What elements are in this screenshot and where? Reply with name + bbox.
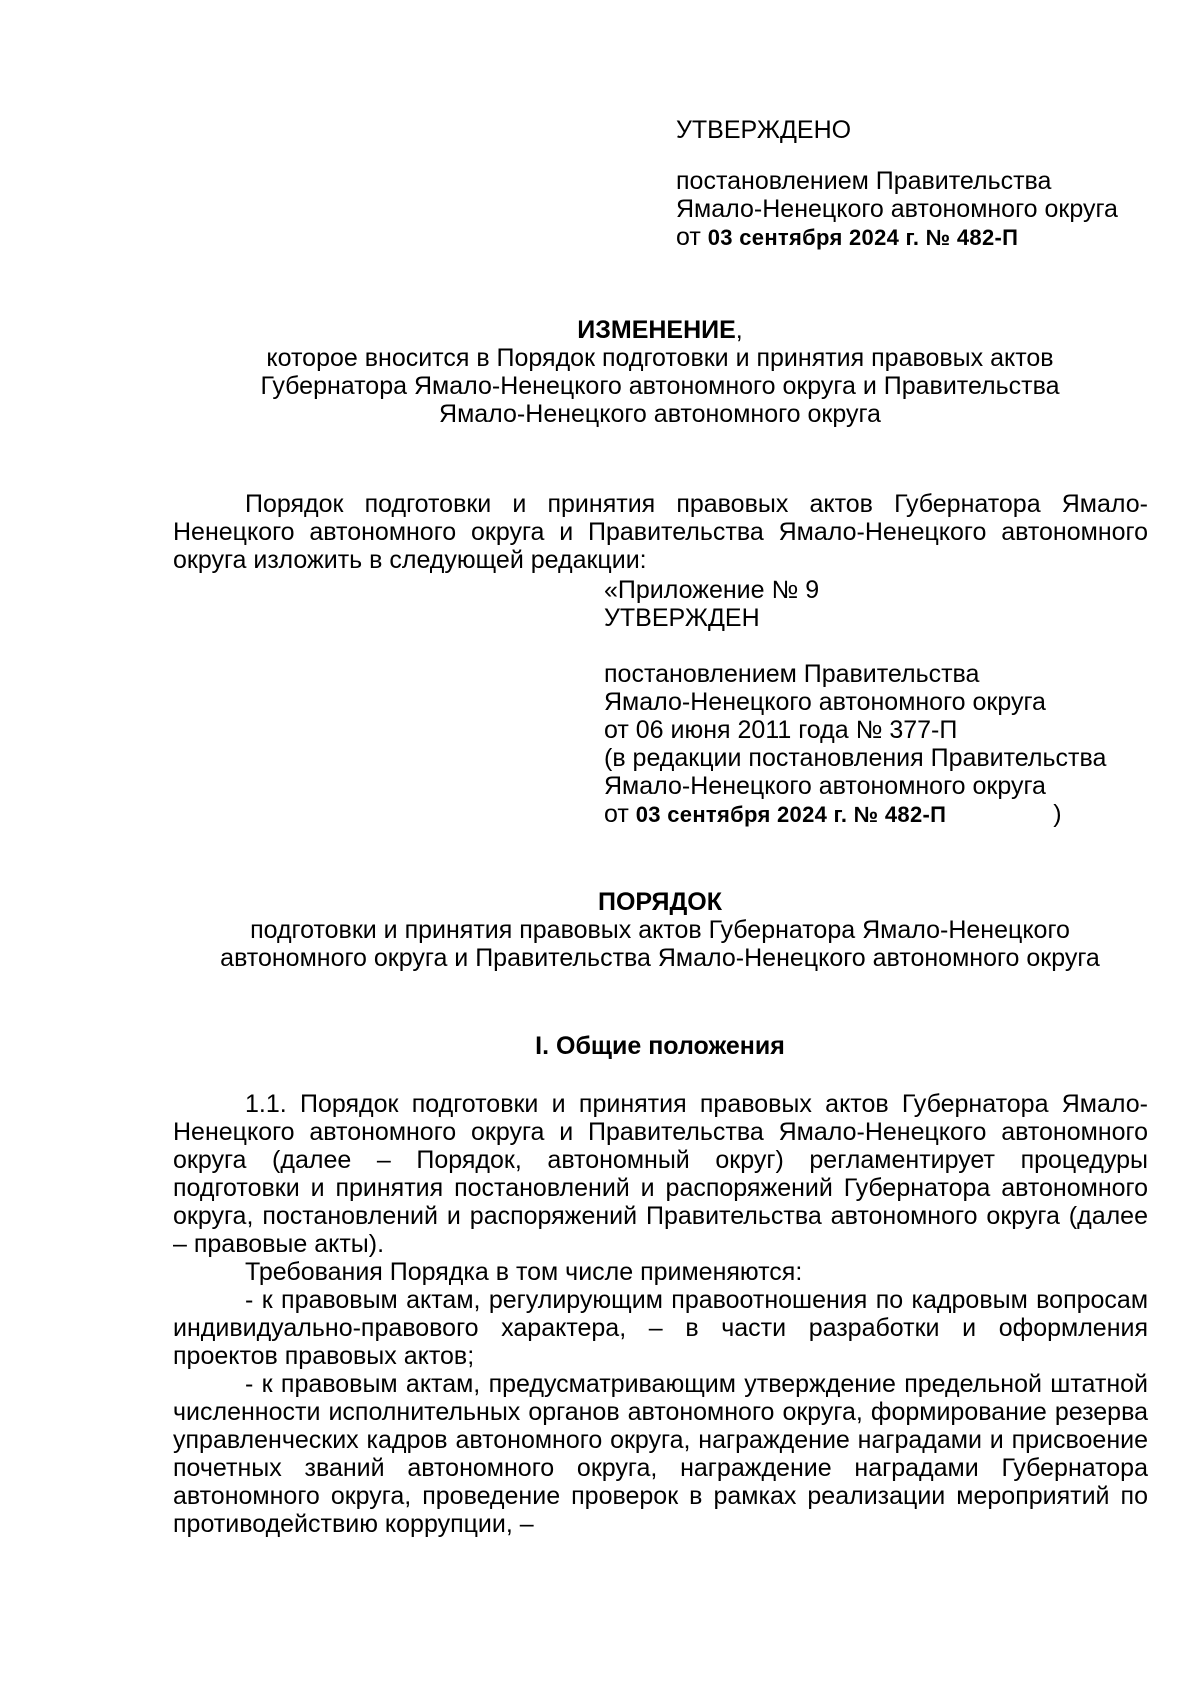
change-heading: ИЗМЕНЕНИЕ (577, 316, 736, 344)
section-1-paragraph-1: 1.1. Порядок подготовки и принятия правовых актов Губернатора Ямало-Ненецкого автономного округа и Правительства Ямало-Ненецкого автономного округа (далее – Порядок, автономный округ) регламентирует процедуры подготовки и принятия постановлений и распоряжений Губернатора автономного округа, постановлений и распоряжений Правительства автономного округа (далее – правовые акты). (173, 1090, 1148, 1258)
approval-block (676, 116, 1176, 252)
change-title-block (170, 316, 1150, 428)
section-1-paragraph-2: Требования Порядка в том числе применяются: (245, 1258, 803, 1286)
order-subtitle: подготовки и принятия правовых актов Губернатора Ямало-Ненецкого автономного округа и Правительства Ямало-Ненецкого автономного округа (220, 916, 1100, 972)
appendix-line-3: постановлением Правительства (604, 660, 980, 688)
appendix-line-5: от 06 июня 2011 года № 377-П (604, 716, 958, 744)
approval-date-line (676, 223, 1176, 252)
appendix-line-7: Ямало-Ненецкого автономного округа (604, 772, 1046, 800)
order-title-block (170, 888, 1150, 972)
appendix-date-line (604, 800, 1164, 829)
intro-section (173, 490, 1148, 574)
appendix-number: «Приложение № 9 (604, 576, 820, 604)
change-subtitle: которое вносится в Порядок подготовки и принятия правовых актов Губернатора Ямало-Ненецкого автономного округа и Правительства Ямало-Ненецкого автономного округа (260, 344, 1060, 428)
section-1-body (173, 1090, 1148, 1538)
approval-date-stamp: 03 сентября 2024 г. № 482-П (707, 225, 1019, 250)
section-1-paragraph-4: - к правовым актам, предусматривающим утверждение предельной штатной численности исполнительных органов автономного округа, формирование резерва управленческих кадров автономного округа, награждение наградами и присвоение почетных званий автономного округа, награждение наградами Губернатора автономного округа, проведение проверок в рамках реализации мероприятий по противодействию коррупции, – (173, 1370, 1148, 1538)
approval-date-prefix: от (676, 223, 701, 251)
appendix-date-prefix: от (604, 800, 629, 828)
appendix-closing-paren: ) (1053, 800, 1062, 828)
appendix-date-stamp: 03 сентября 2024 г. № 482-П (635, 802, 947, 827)
approval-line-2: Ямало-Ненецкого автономного округа (676, 195, 1118, 223)
change-heading-suffix: , (735, 316, 743, 344)
order-heading: ПОРЯДОК (598, 888, 722, 916)
appendix-block (604, 576, 1164, 829)
intro-paragraph: Порядок подготовки и принятия правовых актов Губернатора Ямало-Ненецкого автономного округа и Правительства Ямало-Ненецкого автономного округа изложить в следующей редакции: (173, 490, 1148, 574)
section-1-heading: I. Общие положения (535, 1032, 785, 1060)
appendix-line-6: (в редакции постановления Правительства (604, 744, 1107, 772)
appendix-line-4: Ямало-Ненецкого автономного округа (604, 688, 1046, 716)
appendix-approved: УТВЕРЖДЕН (604, 604, 760, 632)
approval-heading: УТВЕРЖДЕНО (676, 116, 852, 144)
section-1-paragraph-3: - к правовым актам, регулирующим правоотношения по кадровым вопросам индивидуально-правового характера, – в части разработки и оформления проектов правовых актов; (173, 1286, 1148, 1370)
approval-line-1: постановлением Правительства (676, 167, 1052, 195)
